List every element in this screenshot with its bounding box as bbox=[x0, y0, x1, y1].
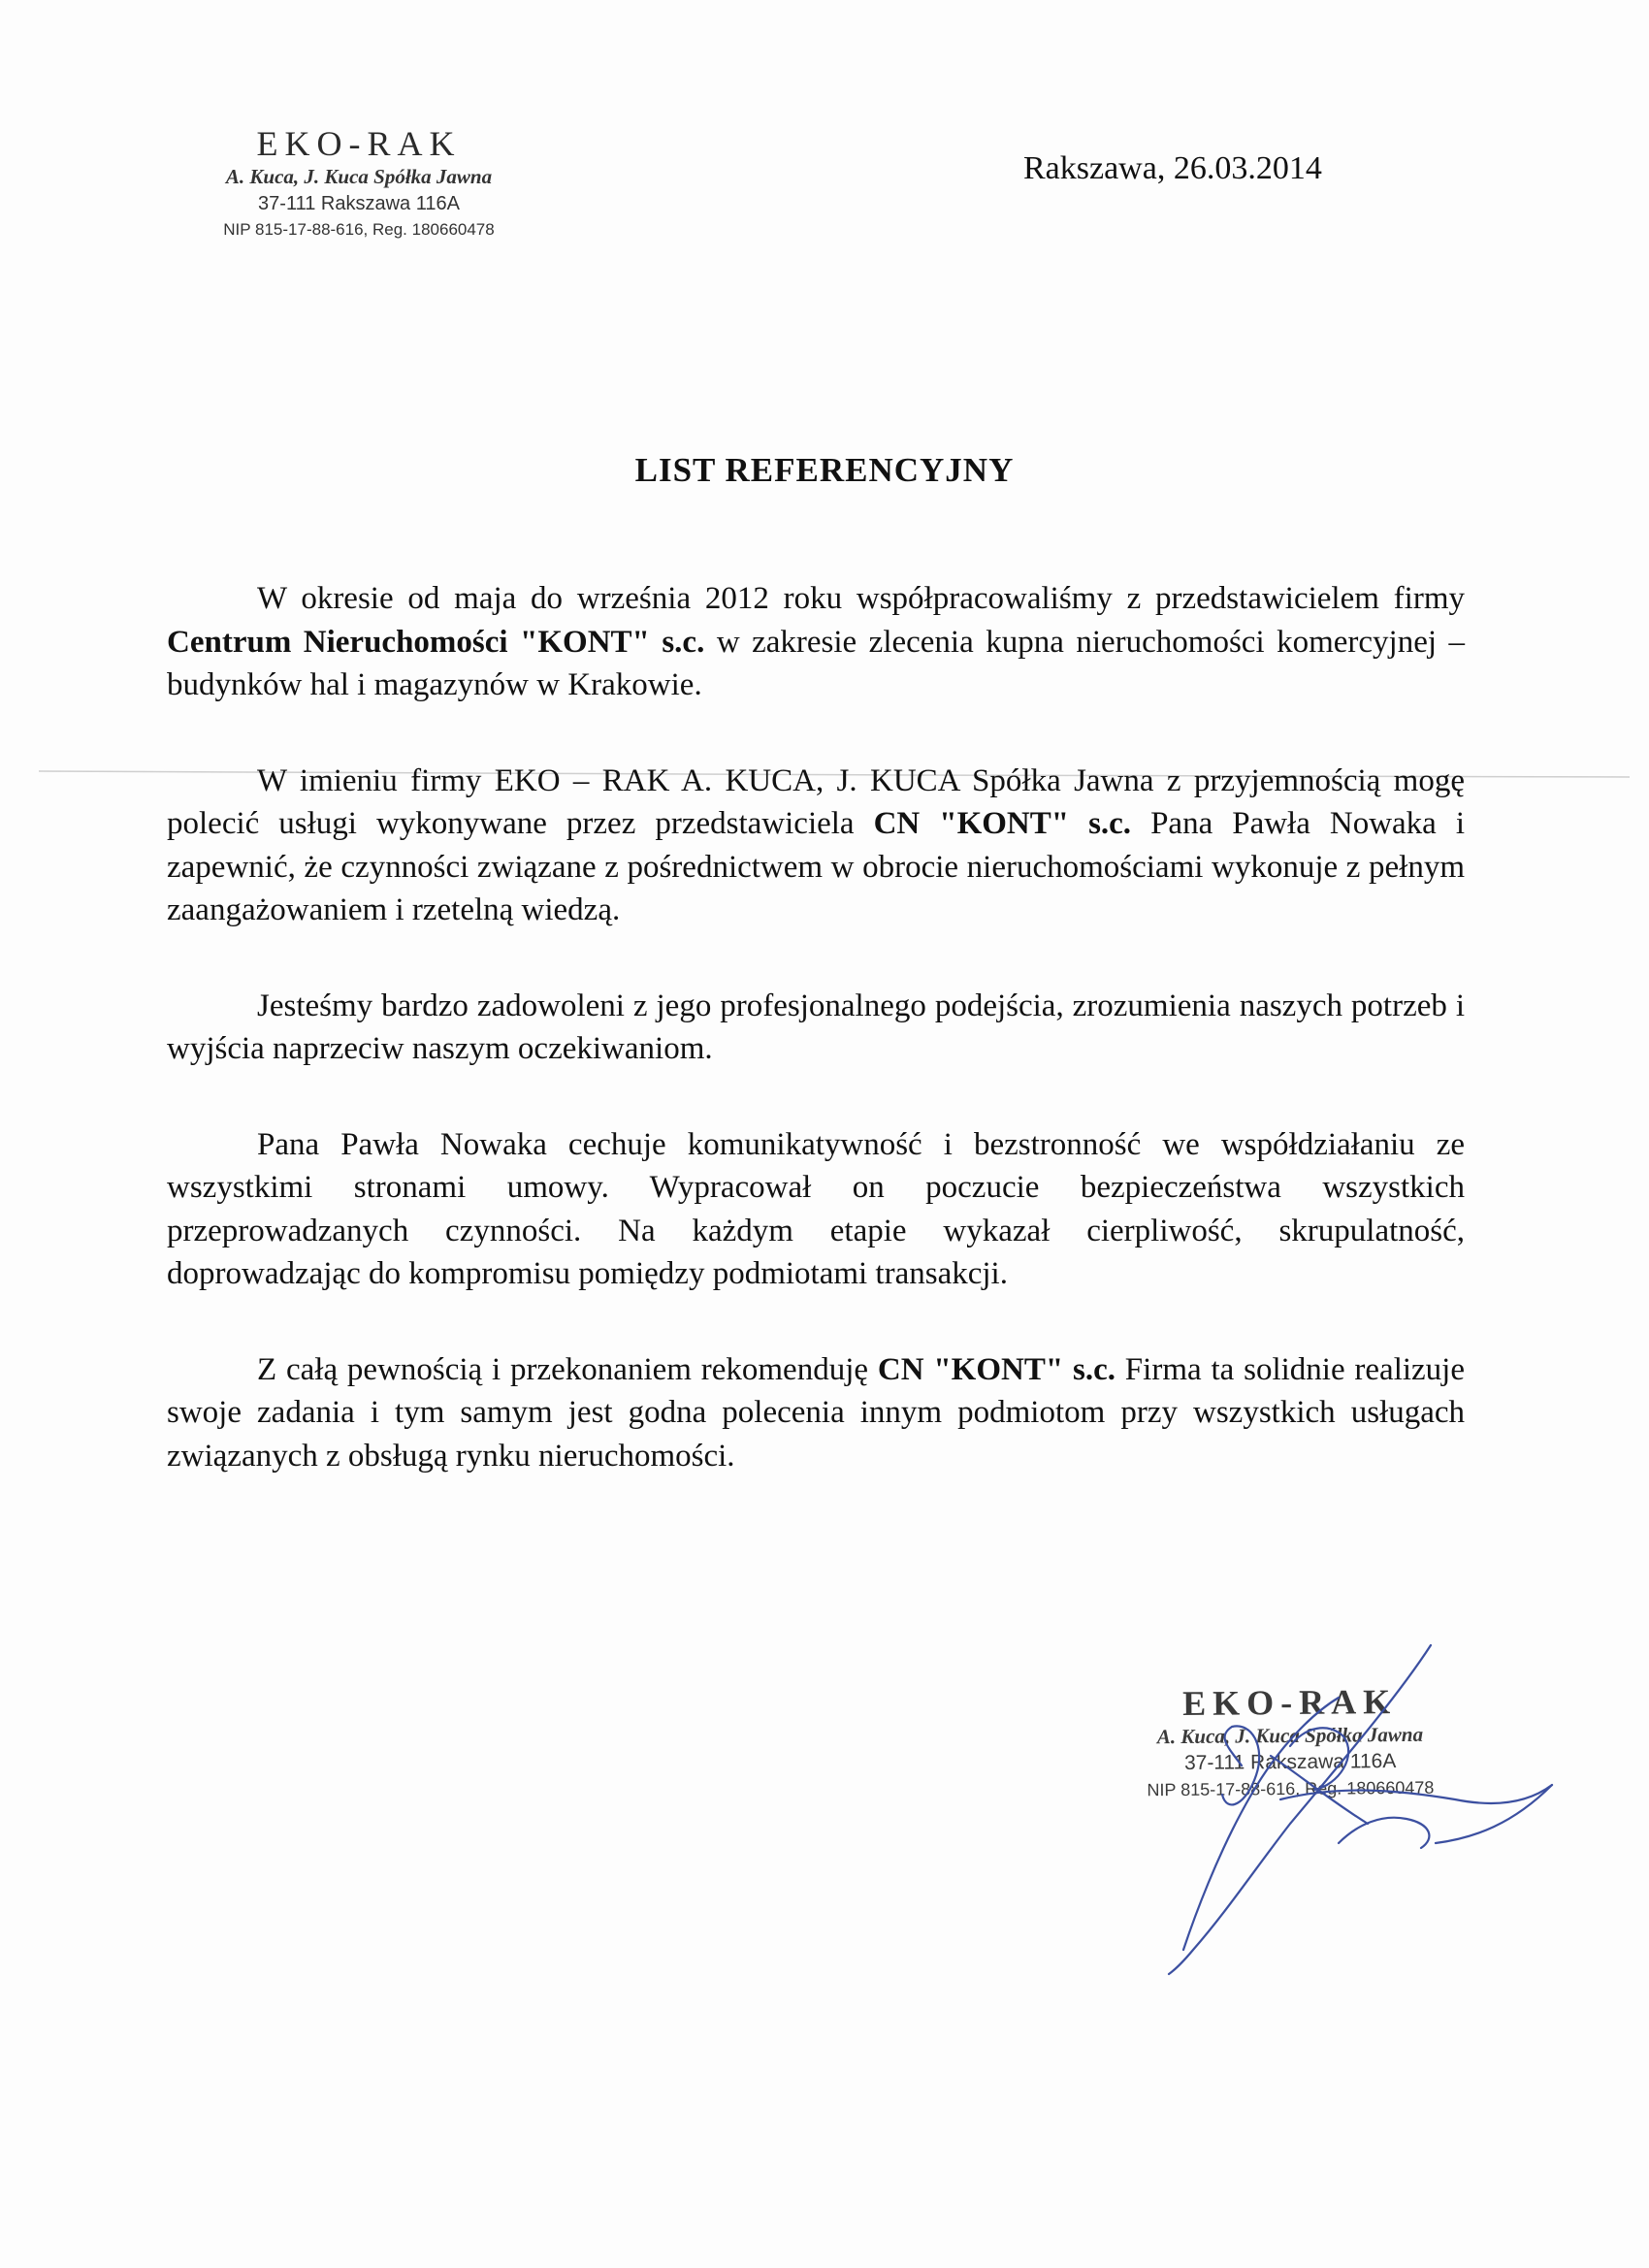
paragraph-5-text-c: Firma ta solidnie realizuje swoje zadania i tym samym jest godna polecenia innym podmiotom przy wszystkich usługach związanych z obsługą rynku nieruchomości. bbox=[167, 1351, 1465, 1474]
paragraph-1-text-a: W okresie od maja do września 2012 roku współpracowaliśmy z przedstawicielem firmy bbox=[257, 581, 1465, 616]
letter-body bbox=[167, 577, 1465, 1477]
paragraph-5-text-a: Z całą pewnością i przekonaniem rekomenduję bbox=[257, 1351, 878, 1387]
letterhead-company-name: EKO-RAK bbox=[256, 124, 462, 163]
document-title: LIST REFERENCYJNY bbox=[634, 451, 1015, 489]
handwritten-signature bbox=[1048, 1630, 1571, 1979]
paragraph-3: Jesteśmy bardzo zadowoleni z jego profesjonalnego podejścia, zrozumienia naszych potrzeb i wyjścia naprzeciw naszym oczekiwaniom. bbox=[167, 988, 1465, 1066]
letterhead-owners: A. Kuca, J. Kuca Spółka Jawna bbox=[225, 165, 493, 188]
place-date: Rakszawa, 26.03.2014 bbox=[1023, 150, 1322, 186]
paragraph-2-text-c: Pana Pawła Nowaka i zapewnić, że czynności związane z pośrednictwem w obrocie nieruchomościami wykonuje z pełnym zaangażowaniem i rzetelną wiedzą. bbox=[167, 806, 1465, 927]
letterhead bbox=[165, 124, 553, 243]
paragraph-2 bbox=[167, 760, 1465, 932]
letterhead-address: 37-111 Rakszawa 116A bbox=[258, 193, 460, 214]
stamp-company-name: EKO-RAK bbox=[1181, 1682, 1398, 1723]
stamp-address: 37-111 Rakszawa 116A bbox=[1183, 1750, 1397, 1774]
paragraph-1-text-c: w zakresie zlecenia kupna nieruchomości komercyjnej – budynków hal i magazynów w Krakowie. bbox=[167, 624, 1465, 702]
paragraph-5 bbox=[167, 1348, 1465, 1478]
stamp-owners: A. Kuca, J. Kuca Spółka Jawna bbox=[1156, 1722, 1424, 1749]
paragraph-1 bbox=[167, 577, 1465, 707]
company-abbrev-bold: CN "KONT" s.c. bbox=[877, 1351, 1116, 1387]
company-abbrev-bold: CN "KONT" s.c. bbox=[873, 806, 1132, 841]
paragraph-4: Pana Pawła Nowaka cechuje komunikatywność i bezstronność we współdziałaniu ze wszystkimi stronami umowy. Wypracował on poczucie bezpieczeństwa wszystkich przeprowadzanych czynności. Na każdym etapie wykazał cierpliwość, skrupulatność, doprowadzając do kompromisu pomiędzy podmiotami transakcji. bbox=[167, 1126, 1465, 1291]
stamp-registry: NIP 815-17-88-616, Reg. 180660478 bbox=[1147, 1777, 1435, 1800]
company-name-bold: Centrum Nieruchomości "KONT" s.c. bbox=[167, 624, 705, 660]
letterhead-registry: NIP 815-17-88-616, Reg. 180660478 bbox=[223, 220, 495, 239]
paragraph-2-text-a: W imieniu firmy EKO – RAK A. KUCA, J. KUCA Spółka Jawna z przyjemnością mogę polecić usługi wykonywane przez przedstawiciela bbox=[167, 762, 1465, 841]
